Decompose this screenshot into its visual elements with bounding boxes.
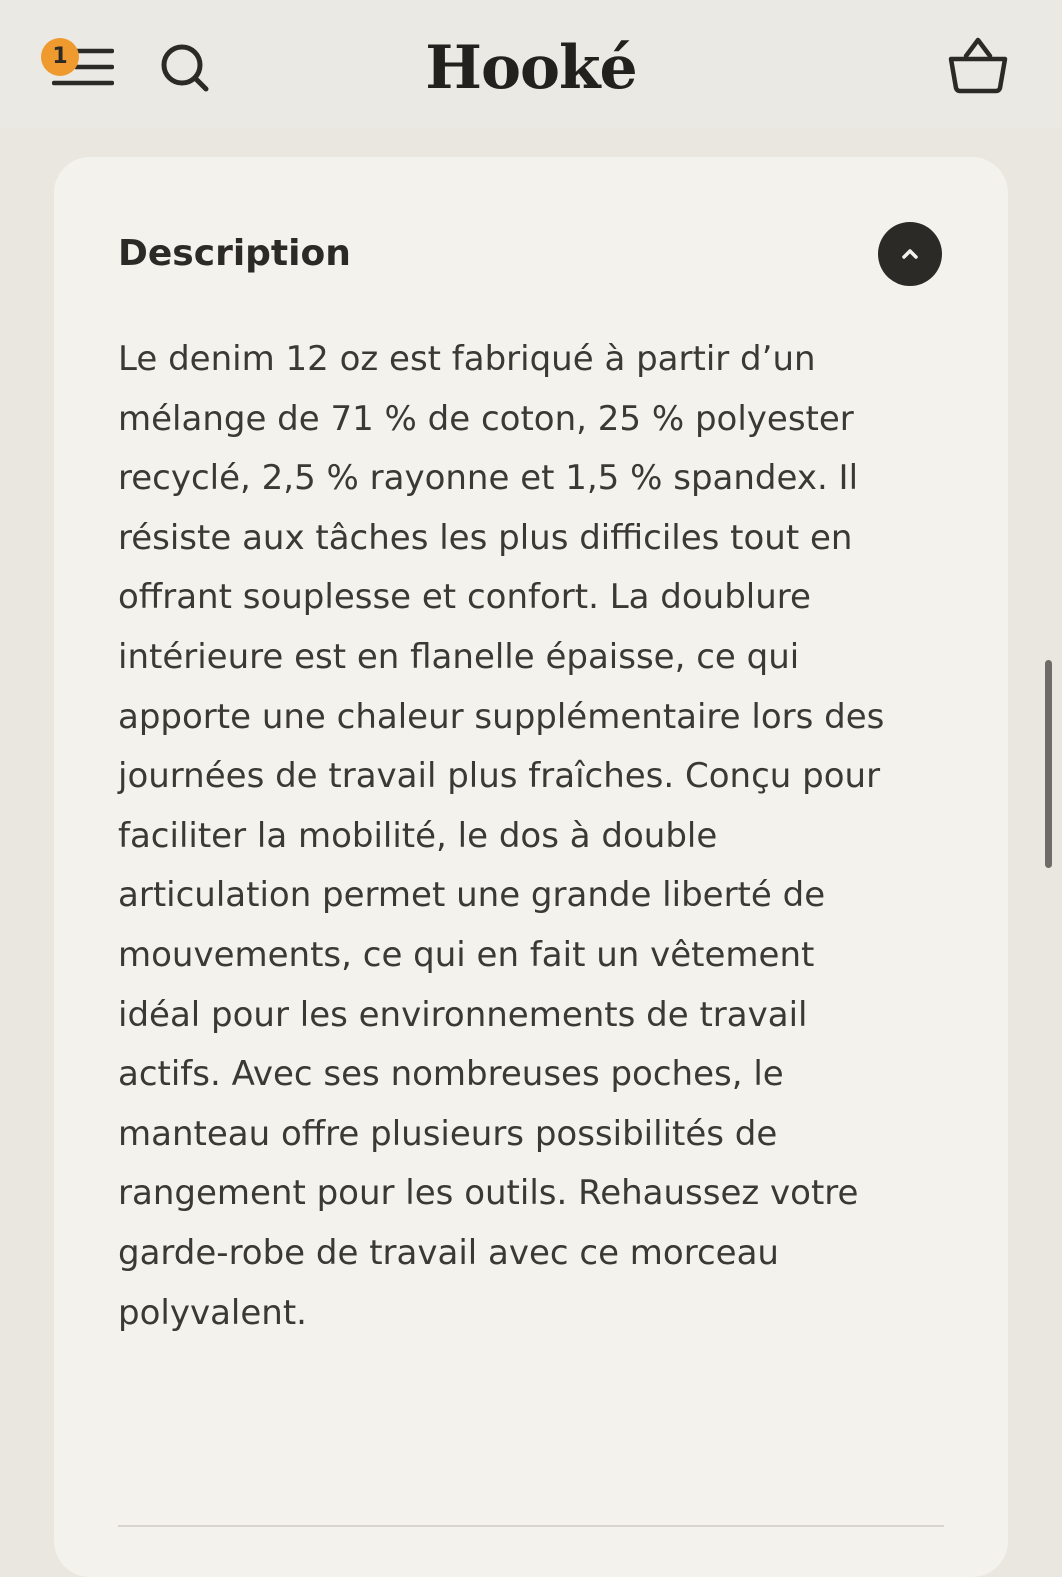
site-header <box>0 0 1062 128</box>
cart-button[interactable] <box>944 34 1012 96</box>
description-panel <box>54 157 1008 1577</box>
scrollbar-thumb[interactable] <box>1045 660 1052 868</box>
chevron-up-icon <box>900 244 920 264</box>
section-divider <box>118 1525 944 1527</box>
description-text: Le denim 12 oz est fabriqué à partir d’un mélange de 71 % de coton, 25 % polyester recyclé, 2,5 % rayonne et 1,5 % spandex. Il résiste aux tâches les plus difficiles tout en offrant souplesse et confort. La doublure intérieure est en flanelle épaisse, ce qui apporte une chaleur supplémentaire lors des journées de travail plus fraîches. Conçu pour faciliter la mobilité, le dos à double articulation permet une grande liberté de mouvements, ce qui en fait un vêtement idéal pour les environnements de travail actifs. Avec ses nombreuses poches, le manteau offre plusieurs possibilités de rangement pour les outils. Rehaussez votre garde-robe de travail avec ce morceau polyvalent. <box>118 339 885 1333</box>
description-title: Description <box>118 233 351 274</box>
shopping-basket-icon <box>944 34 1012 96</box>
menu-notification-badge: 1 <box>41 38 79 76</box>
brand-logo[interactable]: Hooké <box>425 33 637 103</box>
collapse-description-button[interactable] <box>878 222 942 286</box>
